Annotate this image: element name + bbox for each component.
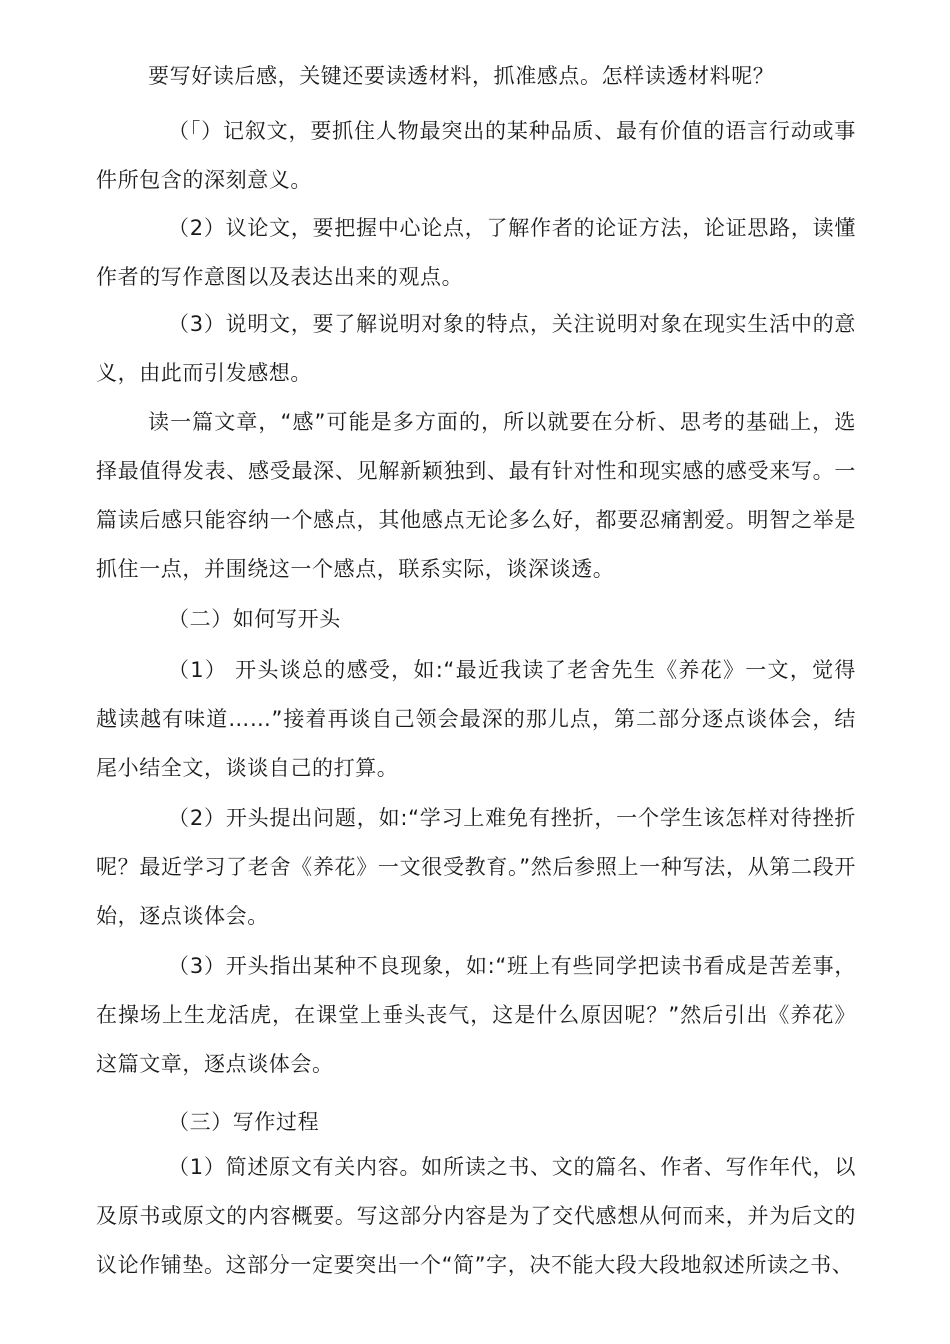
intro-paragraph: 要写好读后感，关键还要读透材料，抓准感点。怎样读透材料呢？ [148,64,775,88]
focus-paragraph: 读一篇文章，“感”可能是多方面的，所以就要在分析、思考的基础上，选择最值得发表、感受最深、见解新颖独到、最有针对性和现实感的感受来写。一篇读后感只能容纳一个感点，其他感点无论多么好，都要忍痛割爱。明智之举是抓住一点，并围绕这一个感点，联系实际，谈深谈透。 [96,410,856,581]
section-two-heading: （二）如何写开头 [168,607,341,631]
opening-method-summary: （1） 开头谈总的感受，如:“最近我读了老舍先生《养花》一文，觉得越读越有味道……”接着再谈自己领会最深的那儿点，第二部分逐点谈体会，结尾小结全文，谈谈自己的打算。 [96,658,856,780]
section-three-heading: （三）写作过程 [168,1110,320,1134]
writing-process-step-one: （1）简述原文有关内容。如所读之书、文的篇名、作者、写作年代，以及原书或原文的内容概要。写这部分内容是为了交代感想从何而来，并为后文的议论作铺垫。这部分一定要突出一个“简”字，决不能大段大段地叙述所读之书、 [96,1155,856,1277]
reading-point-narrative: （「）记叙文，要抓住人物最突出的某种品质、最有价值的语言行动或事件所包含的深刻意义。 [96,119,856,192]
reading-point-expository: （3）说明文，要了解说明对象的特点，关注说明对象在现实生活中的意义，由此而引发感想。 [96,312,856,385]
opening-method-phenomenon: （3）开头指出某种不良现象，如:“班上有些同学把读书看成是苦差事，在操场上生龙活虎，在课堂上垂头丧气，这是什么原因呢？”然后引出《养花》这篇文章，逐点谈体会。 [96,954,856,1076]
opening-method-question: （2）开头提出问题，如:“学习上难免有挫折，一个学生该怎样对待挫折呢？最近学习了老舍《养花》一文很受教育。”然后参照上一种写法，从第二段开始，逐点谈体会。 [96,806,856,928]
reading-point-argumentative: （2）议论文，要把握中心论点，了解作者的论证方法，论证思路，读懂作者的写作意图以及表达出来的观点。 [96,216,856,289]
